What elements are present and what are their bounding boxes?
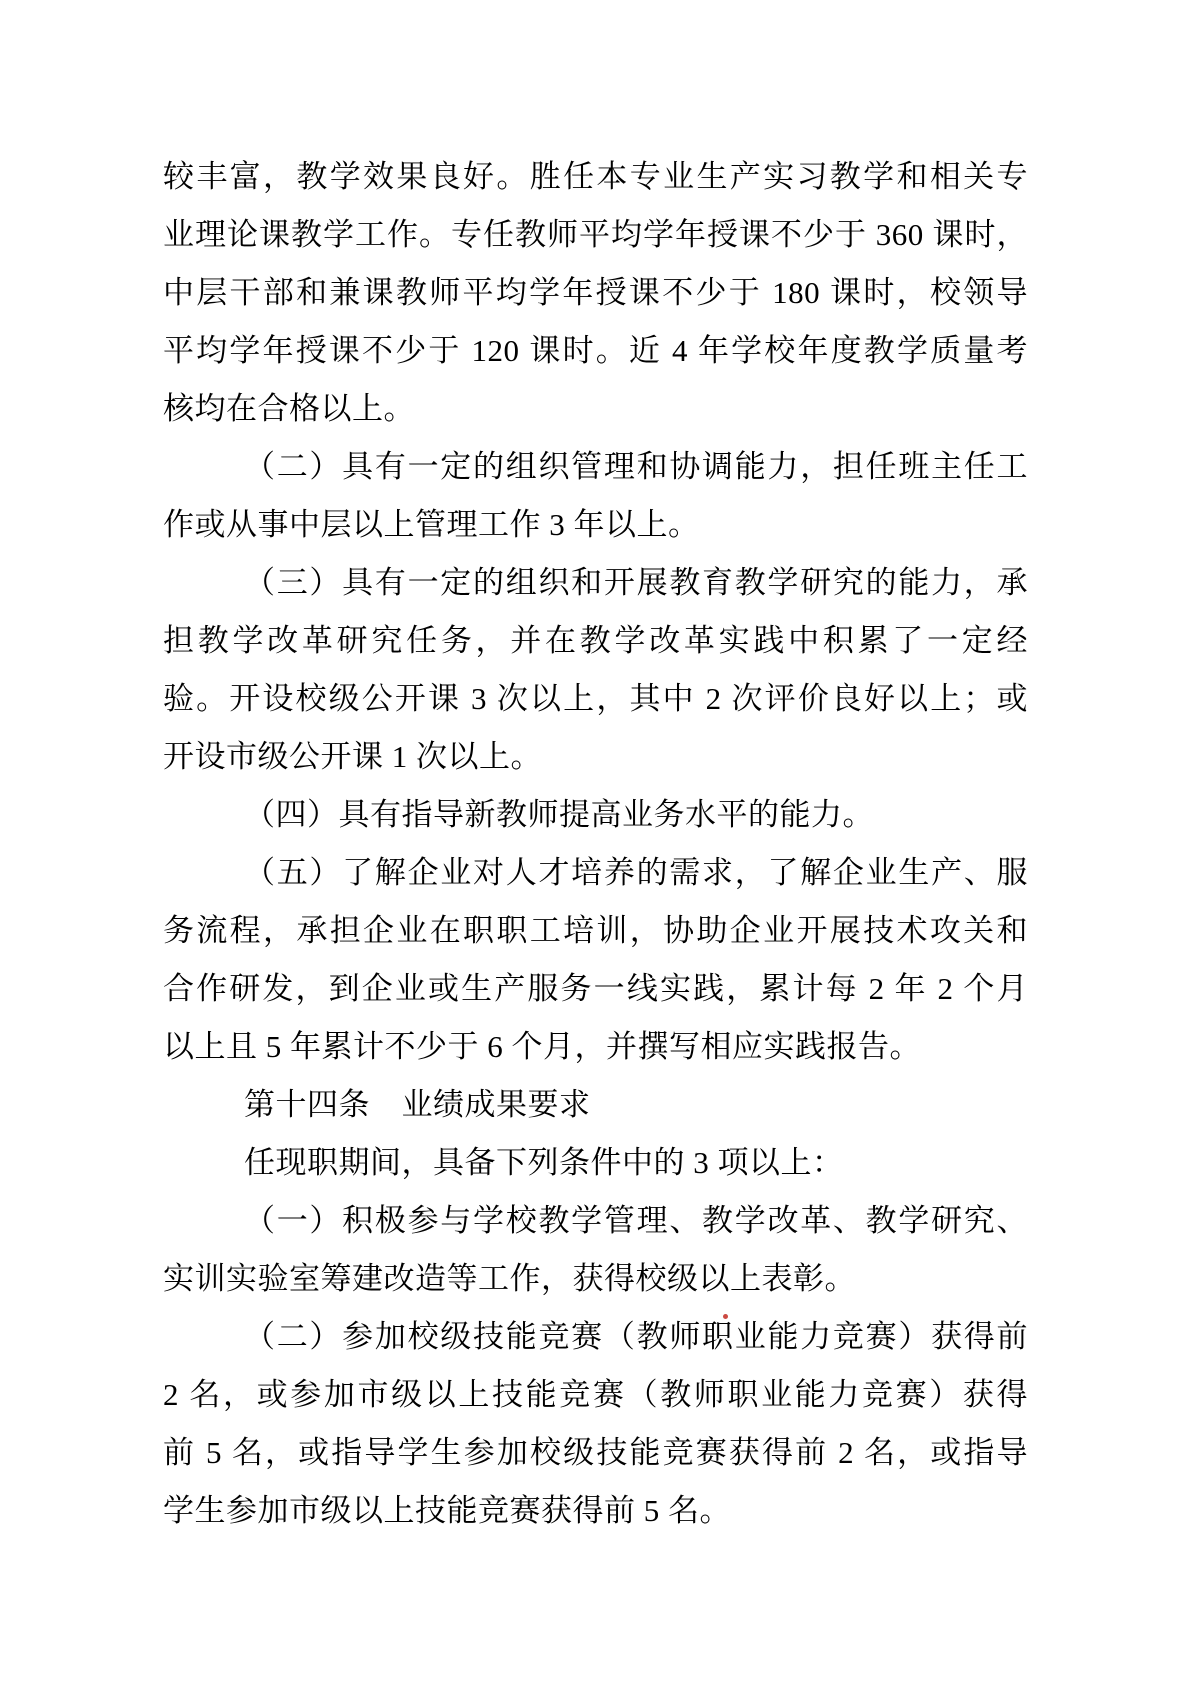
text-line: 较丰富，教学效果良好。胜任本专业生产实习教学和相关专 — [163, 159, 1028, 194]
document-text — [163, 148, 1028, 1540]
text-line: （四）具有指导新教师提高业务水平的能力。 — [244, 797, 874, 832]
section-heading-line: 第十四条 业绩成果要求 — [244, 1087, 591, 1122]
text-line: （二）参加校级技能竞赛（教师职业能力竞赛）获得前 — [244, 1319, 1028, 1354]
text-line: （五）了解企业对人才培养的需求，了解企业生产、服 — [244, 855, 1028, 890]
text-line: 任现职期间，具备下列条件中的 3 项以上： — [244, 1145, 844, 1180]
text-line: 中层干部和兼课教师平均学年授课不少于 180 课时，校领导 — [163, 275, 1028, 310]
text-line: 合作研发，到企业或生产服务一线实践，累计每 2 年 2 个月 — [163, 971, 1028, 1006]
text-line: 2 名，或参加市级以上技能竞赛（教师职业能力竞赛）获得 — [163, 1377, 1028, 1412]
text-line: 实训实验室筹建改造等工作，获得校级以上表彰。 — [163, 1261, 856, 1296]
text-line: 业理论课教学工作。专任教师平均学年授课不少于 360 课时， — [163, 217, 1028, 252]
text-line: 作或从事中层以上管理工作 3 年以上。 — [163, 507, 700, 542]
stray-red-ink-dot — [723, 1314, 728, 1319]
text-line: 开设市级公开课 1 次以上。 — [163, 739, 542, 774]
text-line: （一）积极参与学校教学管理、教学改革、教学研究、 — [244, 1203, 1028, 1238]
text-line: 平均学年授课不少于 120 课时。近 4 年学校年度教学质量考 — [163, 333, 1028, 368]
text-line: 担教学改革研究任务，并在教学改革实践中积累了一定经 — [163, 623, 1028, 658]
text-line: 验。开设校级公开课 3 次以上，其中 2 次评价良好以上；或 — [163, 681, 1028, 716]
text-line: 核均在合格以上。 — [163, 391, 415, 426]
text-line: （二）具有一定的组织管理和协调能力，担任班主任工 — [244, 449, 1028, 484]
text-line: 务流程，承担企业在职职工培训，协助企业开展技术攻关和 — [163, 913, 1028, 948]
text-line: 学生参加市级以上技能竞赛获得前 5 名。 — [163, 1493, 731, 1528]
text-line: 以上且 5 年累计不少于 6 个月，并撰写相应实践报告。 — [163, 1029, 921, 1064]
text-line: 前 5 名，或指导学生参加校级技能竞赛获得前 2 名，或指导 — [163, 1435, 1028, 1470]
text-line: （三）具有一定的组织和开展教育教学研究的能力，承 — [244, 565, 1028, 600]
